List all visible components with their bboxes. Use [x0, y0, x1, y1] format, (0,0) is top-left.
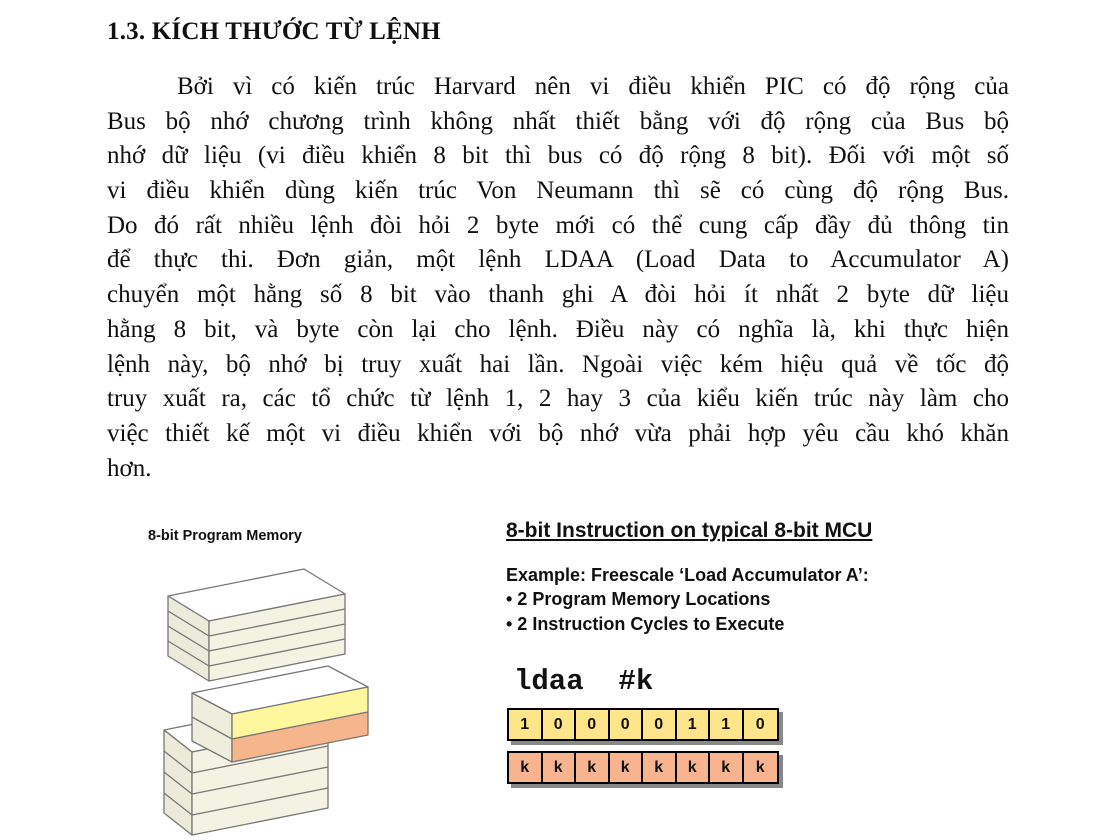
- operand-bit: k: [643, 753, 677, 782]
- example-heading: Example: Freescale ‘Load Accumulator A’:: [506, 565, 869, 585]
- memory-stack-top: [168, 569, 345, 681]
- paragraph-line: Bởi vì có kiến trúc Harvard nên vi điều khiển PIC có độ rộng của: [177, 73, 1009, 100]
- opcode-bit: 0: [643, 710, 677, 739]
- section-heading: 1.3. KÍCH THƯỚC TỪ LỆNH: [107, 18, 441, 45]
- paragraph-line: nhớ dữ liệu (vi điều khiển 8 bit thì bus có độ rộng 8 bit). Đối với một số: [107, 142, 1009, 170]
- program-memory-illustration: [150, 555, 380, 840]
- paragraph-line: Bus bộ nhớ chương trình không nhất thiết bằng với độ rộng của Bus bộ: [107, 107, 1009, 135]
- operand-bit: k: [509, 753, 543, 782]
- operand-bit: k: [710, 753, 744, 782]
- opcode-bit: 0: [543, 710, 577, 739]
- paragraph-line: Do đó rất nhiều lệnh đòi hỏi 2 byte mới có thể cung cấp đầy đủ thông tin: [107, 211, 1009, 239]
- instruction-code: ldaa #k: [514, 665, 654, 698]
- operand-bit: k: [677, 753, 711, 782]
- memory-highlighted-block: [192, 666, 368, 762]
- operand-bit: k: [755, 759, 765, 776]
- opcode-bit: 1: [710, 710, 744, 739]
- paragraph-line: truy xuất ra, các tổ chức từ lệnh 1, 2 hay 3 của kiểu kiến trúc này làm cho: [107, 385, 1009, 413]
- opcode-bit: 1: [509, 710, 543, 739]
- opcode-bit: 0: [610, 710, 644, 739]
- memory-figure-title: 8-bit Program Memory: [148, 528, 302, 544]
- paragraph-line: vi điều khiển dùng kiến trúc Von Neumann thì sẽ có cùng độ rộng Bus.: [107, 177, 1009, 205]
- opcode-byte-row: [507, 708, 779, 741]
- body-paragraph: [107, 70, 1009, 486]
- paragraph-line: hằng 8 bit, và byte còn lại cho lệnh. Điều này có nghĩa là, khi thực hiện: [107, 315, 1009, 343]
- paragraph-line: chuyển một hằng số 8 bit vào thanh ghi A đòi hỏi ít nhất 2 byte dữ liệu: [107, 281, 1009, 309]
- paragraph-line: hơn.: [107, 454, 152, 482]
- opcode-bit: 0: [576, 710, 610, 739]
- operand-bit: k: [543, 753, 577, 782]
- opcode-bit: 1: [677, 710, 711, 739]
- example-bullet: • 2 Instruction Cycles to Execute: [506, 614, 785, 634]
- operand-byte-row: [507, 751, 779, 784]
- opcode-bit: 0: [755, 716, 765, 733]
- paragraph-line: lệnh này, bộ nhớ bị truy xuất hai lần. Ngoài việc kém hiệu quả về tốc độ: [107, 350, 1009, 378]
- example-bullet: • 2 Program Memory Locations: [506, 589, 771, 609]
- paragraph-line: để thực thi. Đơn giản, một lệnh LDAA (Load Data to Accumulator A): [107, 246, 1009, 274]
- operand-bit: k: [610, 753, 644, 782]
- paragraph-line: việc thiết kế một vi điều khiển với bộ nhớ vừa phải hợp yêu cầu khó khăn: [107, 419, 1009, 447]
- instruction-figure-title: 8-bit Instruction on typical 8-bit MCU: [506, 519, 873, 542]
- operand-bit: k: [576, 753, 610, 782]
